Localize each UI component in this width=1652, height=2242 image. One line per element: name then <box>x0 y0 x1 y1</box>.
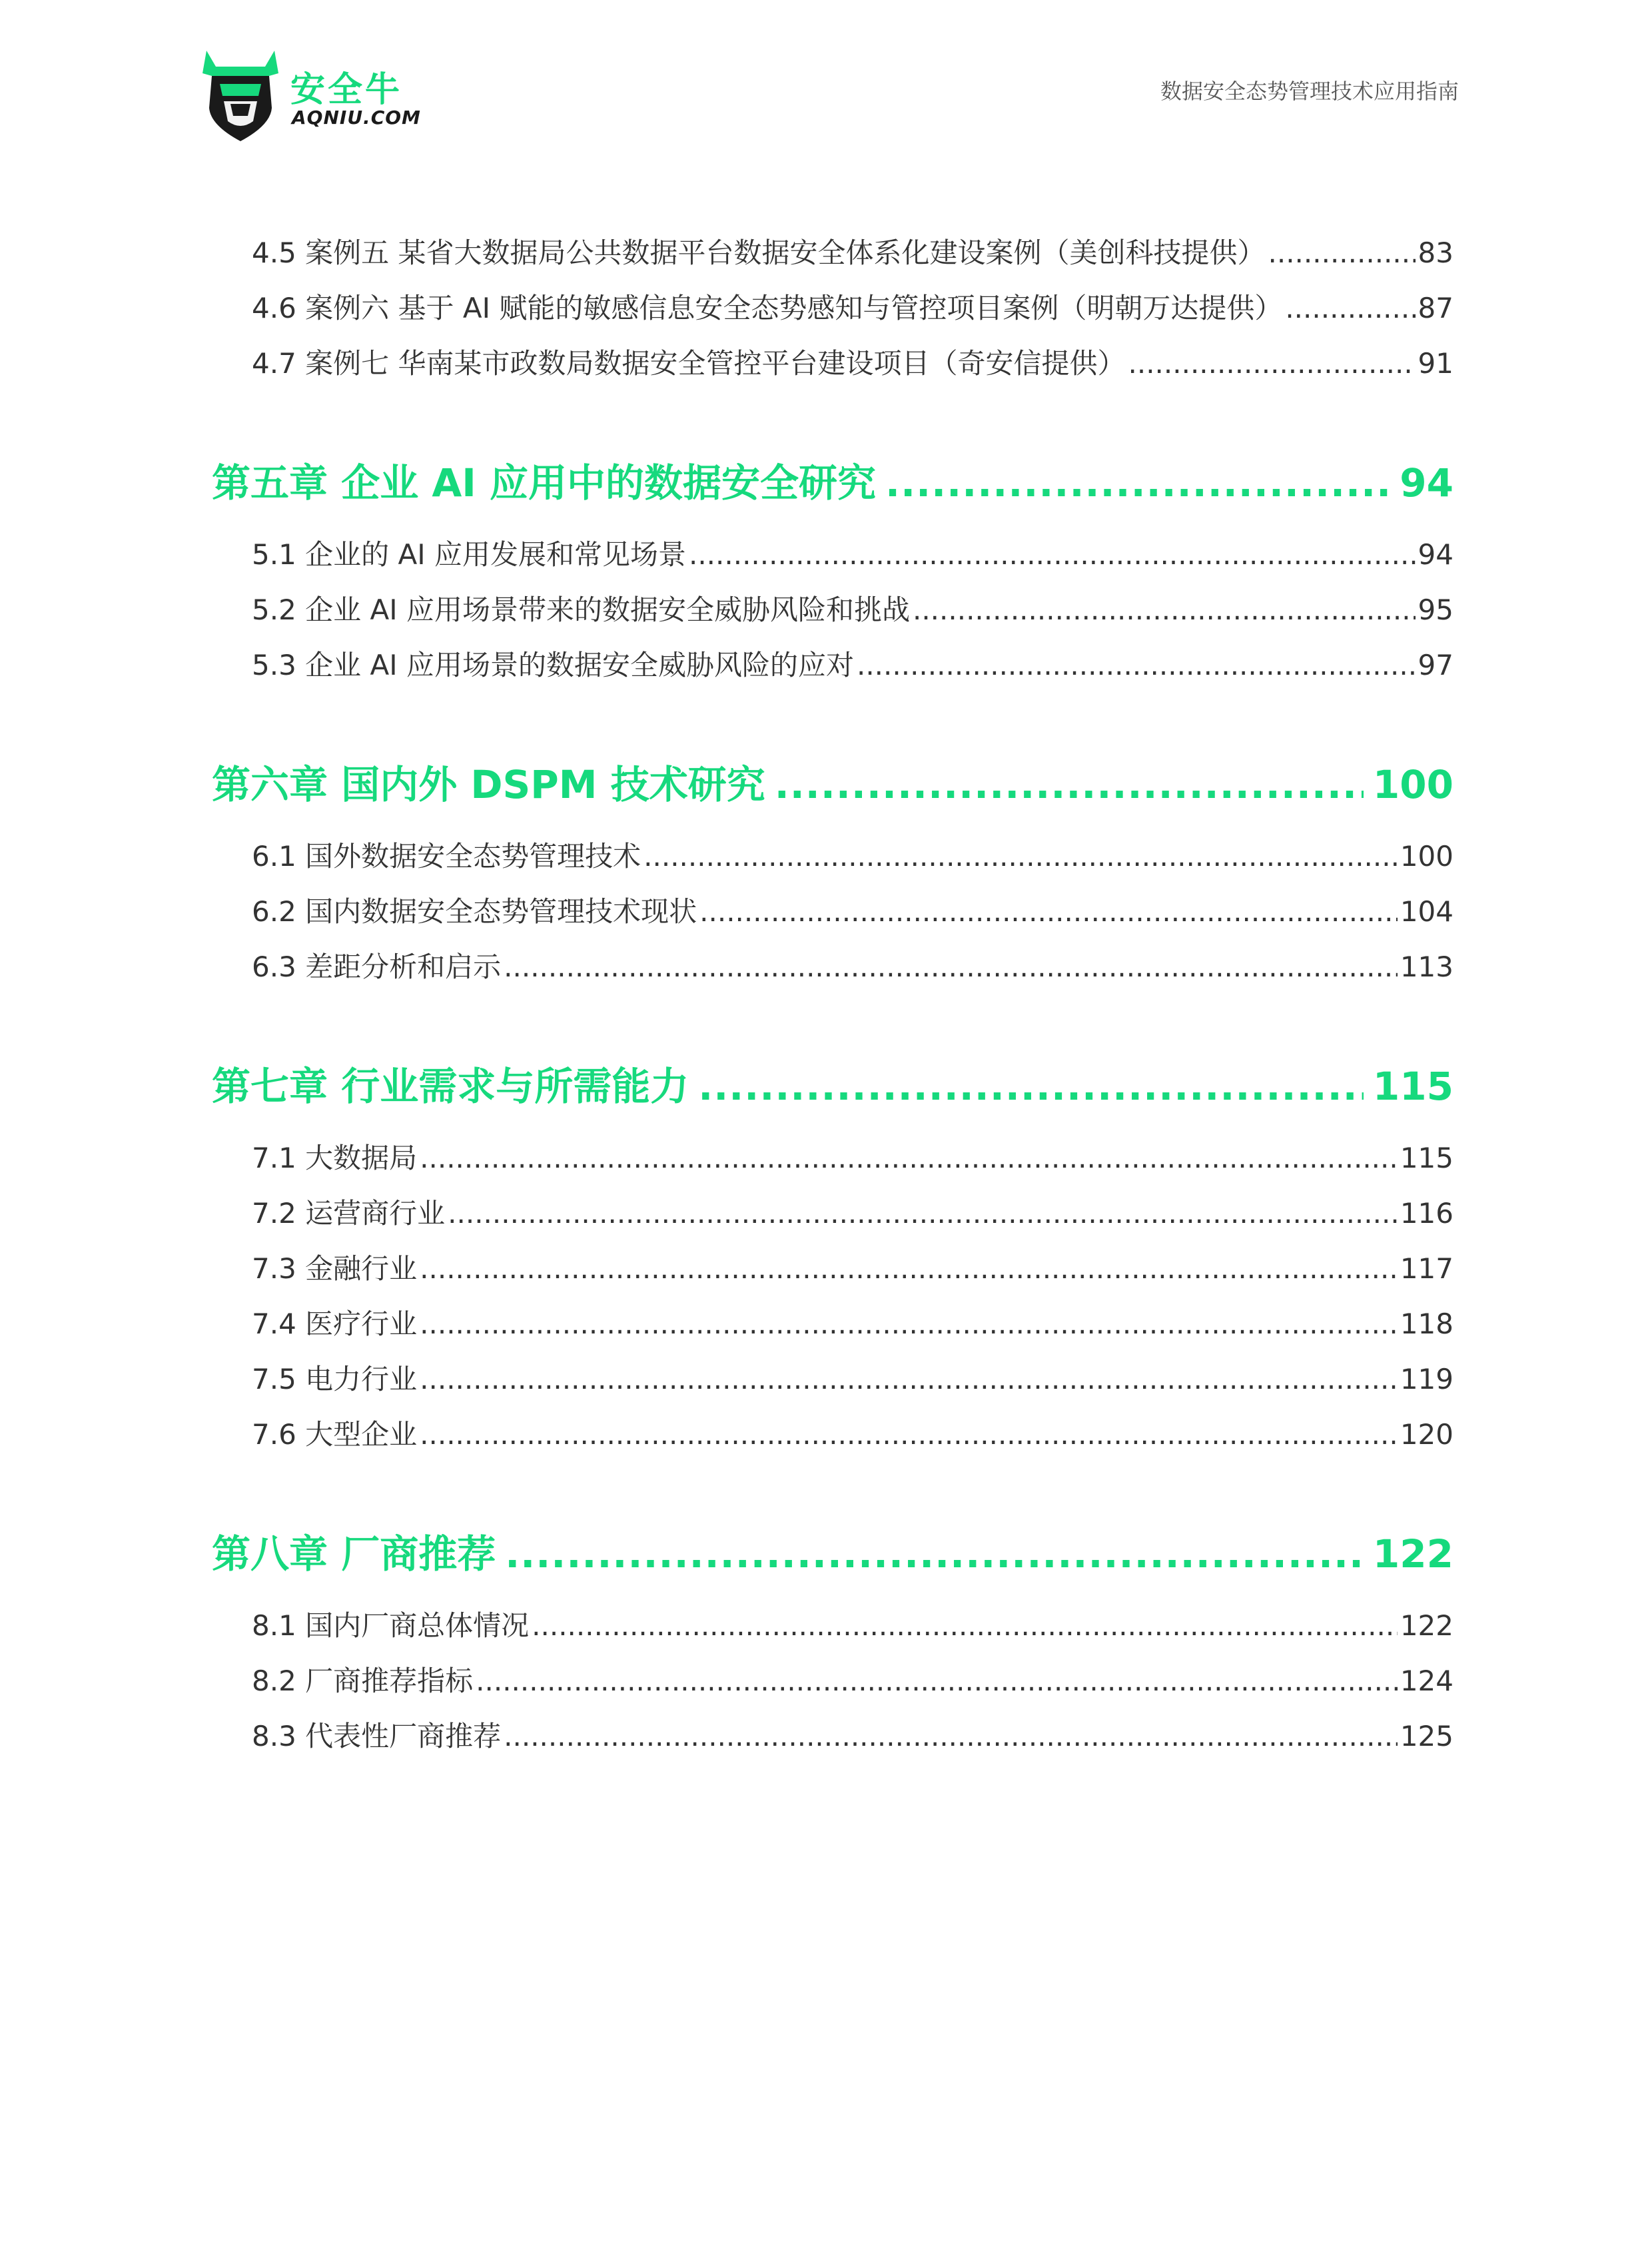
toc-entry-label: 6.3 差距分析和启示 <box>252 950 502 983</box>
toc-entry-page: 125 <box>1400 1720 1453 1752</box>
leader-dots <box>420 1296 1398 1351</box>
toc-entry-label: 4.7 案例七 华南某市政数局数据安全管控平台建设项目（奇安信提供） <box>252 347 1126 380</box>
toc-entry-label: 8.1 国内厂商总体情况 <box>252 1609 530 1642</box>
leader-dots <box>913 582 1416 637</box>
leader-dots <box>1128 336 1416 391</box>
toc-entry-4-7[interactable] <box>212 336 1453 391</box>
toc-entry-page: 100 <box>1400 840 1453 873</box>
toc-entry-page: 97 <box>1418 649 1453 681</box>
toc-entry-label: 7.1 大数据局 <box>252 1142 418 1174</box>
toc-entry-label: 6.2 国内数据安全态势管理技术现状 <box>252 895 697 928</box>
toc-entry-6-3[interactable] <box>212 939 1453 994</box>
toc-chapter-page: 115 <box>1372 1064 1453 1109</box>
leader-dots <box>1268 225 1416 280</box>
toc-entry-label: 7.3 金融行业 <box>252 1252 418 1285</box>
toc-entry-page: 116 <box>1400 1197 1453 1230</box>
toc-entry-6-1[interactable] <box>212 829 1453 884</box>
toc-entry-7-3[interactable] <box>212 1241 1453 1296</box>
toc-chapter-page: 94 <box>1400 460 1453 506</box>
leader-dots <box>448 1186 1398 1241</box>
toc-chapter-label: 第八章 厂商推荐 <box>212 1531 496 1577</box>
toc-entry-label: 5.1 企业的 AI 应用发展和常见场景 <box>252 538 686 571</box>
toc-entry-6-2[interactable] <box>212 884 1453 939</box>
toc-entry-label: 6.1 国外数据安全态势管理技术 <box>252 840 641 873</box>
toc-entry-page: 94 <box>1418 538 1453 571</box>
toc-chapter-8[interactable] <box>212 1521 1453 1587</box>
toc-chapter-page: 100 <box>1372 762 1453 807</box>
toc-entry-label: 7.2 运营商行业 <box>252 1197 446 1230</box>
toc-entry-8-2[interactable] <box>212 1653 1453 1708</box>
toc-entry-page: 87 <box>1418 292 1453 324</box>
leader-dots <box>420 1407 1398 1462</box>
toc-entry-page: 119 <box>1400 1363 1453 1395</box>
toc-chapter-7[interactable] <box>212 1053 1453 1120</box>
leader-dots <box>857 637 1416 693</box>
toc-chapter-label: 第六章 国内外 DSPM 技术研究 <box>212 762 765 807</box>
table-of-contents <box>212 225 1453 1764</box>
toc-entry-page: 83 <box>1418 236 1453 269</box>
leader-dots <box>643 829 1398 884</box>
toc-entry-5-3[interactable] <box>212 637 1453 693</box>
leader-dots <box>504 1708 1398 1764</box>
toc-entry-5-2[interactable] <box>212 582 1453 637</box>
toc-chapter-label: 第七章 行业需求与所需能力 <box>212 1064 689 1109</box>
aqniu-logo <box>197 47 490 147</box>
toc-chapter-5[interactable] <box>212 450 1453 516</box>
leader-dots <box>698 1053 1364 1120</box>
toc-entry-4-6[interactable] <box>212 280 1453 336</box>
toc-entry-7-2[interactable] <box>212 1186 1453 1241</box>
leader-dots <box>532 1598 1398 1653</box>
leader-dots <box>505 1521 1364 1587</box>
toc-entry-page: 117 <box>1400 1252 1453 1285</box>
leader-dots <box>420 1351 1398 1407</box>
toc-entry-label: 4.6 案例六 基于 AI 赋能的敏感信息安全态势感知与管控项目案例（明朝万达提供） <box>252 292 1283 324</box>
toc-entry-5-1[interactable] <box>212 527 1453 582</box>
document-title: 数据安全态势管理技术应用指南 <box>1160 79 1459 104</box>
leader-dots <box>504 939 1398 994</box>
leader-dots <box>689 527 1416 582</box>
toc-entry-label: 8.2 厂商推荐指标 <box>252 1665 474 1697</box>
toc-entry-7-1[interactable] <box>212 1130 1453 1186</box>
toc-chapter-label: 第五章 企业 AI 应用中的数据安全研究 <box>212 460 877 506</box>
toc-entry-page: 95 <box>1418 593 1453 626</box>
leader-dots <box>775 751 1364 818</box>
logo-chinese-name: 安全牛 <box>290 70 403 110</box>
leader-dots <box>420 1130 1398 1186</box>
toc-entry-page: 124 <box>1400 1665 1453 1697</box>
toc-entry-page: 122 <box>1400 1609 1453 1642</box>
leader-dots <box>699 884 1398 939</box>
toc-chapter-6[interactable] <box>212 751 1453 818</box>
toc-entry-label: 5.2 企业 AI 应用场景带来的数据安全威胁风险和挑战 <box>252 593 910 626</box>
toc-entry-8-3[interactable] <box>212 1708 1453 1764</box>
page-header <box>0 0 1652 173</box>
toc-entry-page: 91 <box>1418 347 1453 380</box>
logo-english-name: AQNIU.COM <box>292 107 421 129</box>
toc-entry-page: 104 <box>1400 895 1453 928</box>
shield-viking-icon <box>197 47 284 147</box>
toc-entry-page: 118 <box>1400 1308 1453 1340</box>
toc-entry-label: 7.6 大型企业 <box>252 1418 418 1451</box>
toc-entry-label: 7.5 电力行业 <box>252 1363 418 1395</box>
toc-entry-label: 4.5 案例五 某省大数据局公共数据平台数据安全体系化建设案例（美创科技提供） <box>252 236 1266 269</box>
toc-entry-4-5[interactable] <box>212 225 1453 280</box>
leader-dots <box>476 1653 1398 1708</box>
toc-entry-page: 115 <box>1400 1142 1453 1174</box>
toc-chapter-page: 122 <box>1372 1531 1453 1577</box>
toc-entry-label: 5.3 企业 AI 应用场景的数据安全威胁风险的应对 <box>252 649 854 681</box>
toc-entry-label: 8.3 代表性厂商推荐 <box>252 1720 502 1752</box>
leader-dots <box>420 1241 1398 1296</box>
toc-entry-label: 7.4 医疗行业 <box>252 1308 418 1340</box>
toc-entry-page: 113 <box>1400 950 1453 983</box>
toc-entry-7-5[interactable] <box>212 1351 1453 1407</box>
toc-entry-7-6[interactable] <box>212 1407 1453 1462</box>
toc-entry-8-1[interactable] <box>212 1598 1453 1653</box>
leader-dots <box>885 450 1390 516</box>
leader-dots <box>1285 280 1415 336</box>
toc-entry-page: 120 <box>1400 1418 1453 1451</box>
toc-entry-7-4[interactable] <box>212 1296 1453 1351</box>
